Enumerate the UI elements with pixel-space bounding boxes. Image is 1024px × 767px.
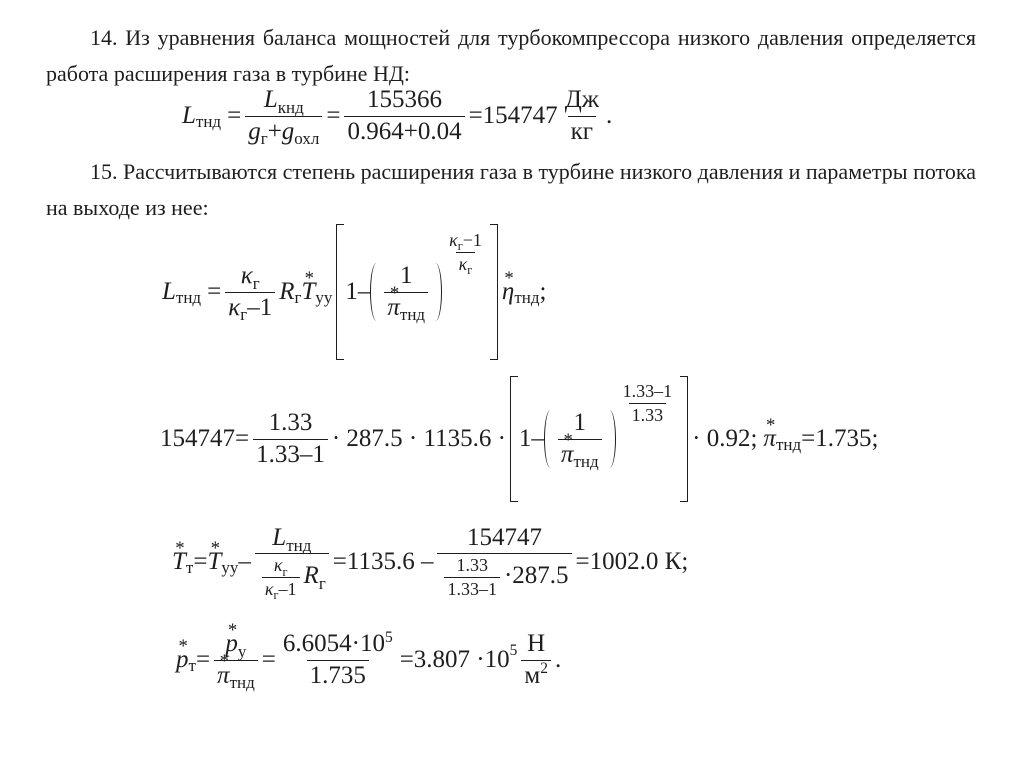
equation-temperature: T * т = T * уу – $L_{тнд}$ $\frac{\kappa_г}{\kappa_г-1}$ $R_г$ =1135.6 – 154747 $\frac{1.33}{1.33-1}$ ·287.5 =1002.0 К;	[172, 514, 688, 610]
bracket-expression: 1 – $\frac{1}{\pi *_{тнд}}$ $\frac{\kappa_г-1}{\kappa_г}$	[336, 224, 498, 360]
paragraph-15: 15. Рассчитываются степень расширения газа в турбине низкого давления и параметры потока на выходе из нее:	[46, 159, 976, 220]
equation-work-expansion: L тнд = $\frac{L_{кнд}}{g_г+g_{охл}}$ = $\frac{155366}{0.964+0.04}$ =154747 $\frac{Дж}{кг}$ .	[182, 86, 613, 149]
equation-numeric-pi: 154747 = $\frac{1.33}{1.33-1}$ · 287.5 · 1135.6 · 1 – $\frac{1}{\pi *_{тнд}}$ $\frac{1.33-1}{1.33}$ · 0.92; π * тнд =1.735;	[160, 376, 878, 502]
bracket-numeric: 1 – $\frac{1}{\pi *_{тнд}}$ $\frac{1.33-1}{1.33}$	[510, 376, 688, 502]
equation-pressure: p * т = $\frac{p *_у}{\pi *_{тнд}}$ = $\frac{6.6054\cdot 10^5}{1.735}$ =3.807 ·10 5 $\frac{Н}{м^2}$ .	[176, 620, 561, 700]
subscript-tnd: тнд	[195, 111, 222, 131]
result-value: =154747	[468, 102, 558, 129]
fraction-L-over-g: $\frac{L_{кнд}}{g_г+g_{охл}}$	[245, 87, 322, 145]
fraction-numeric: $\frac{155366}{0.964+0.04}$	[344, 87, 464, 145]
unit-J-per-kg: $\frac{Дж}{кг}$	[564, 86, 600, 145]
paragraph-14: 14. Из уравнения баланса мощностей для турбокомпрессора низкого давления определяется работа расширения газа в турбине НД:	[46, 25, 976, 86]
equation-general-formula: L тнд = $\frac{\kappa_г}{\kappa_г-1}$ R г T * уу 1 – $\frac{1}{\pi *_{тнд}}$ $\frac{\kappa_г-1}{\kappa_г}$ η * тнд ;	[162, 224, 546, 360]
symbol-L: L	[182, 102, 196, 129]
